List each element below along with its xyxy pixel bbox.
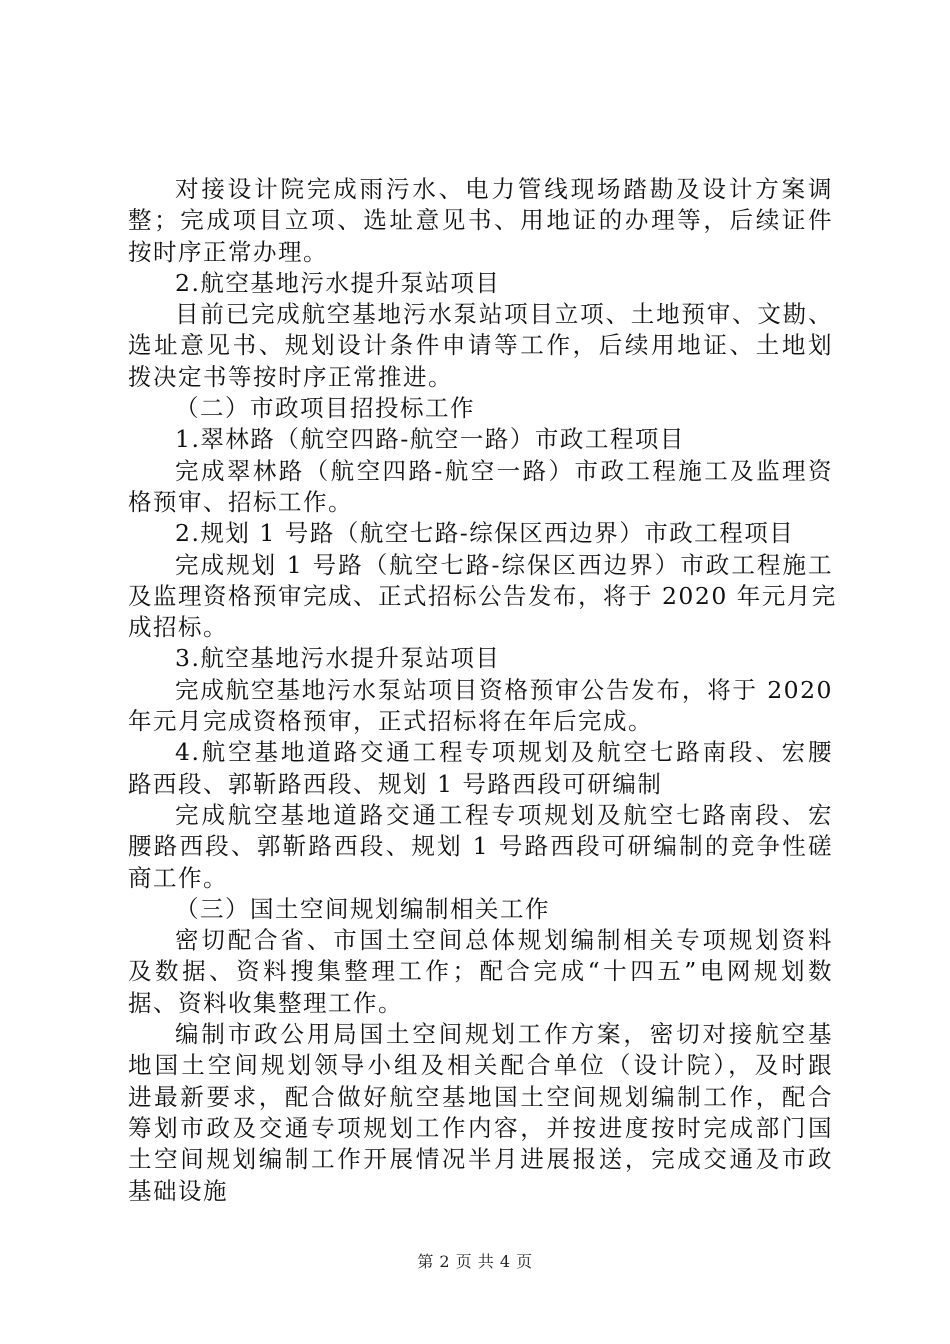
text-line: 密切配合省、市国土空间总体规划编制相关专项规划资料	[175, 926, 833, 955]
text-line: 及监理资格预审完成、正式招标公告发布，将于 2020 年元月完	[128, 581, 837, 610]
text-line: （三）国土空间规划编制相关工作	[175, 894, 550, 923]
text-line: 4.航空基地道路交通工程专项规划及航空七路南段、宏腰	[175, 738, 833, 767]
text-line: 土空间规划编制工作开展情况半月进展报送，完成交通及市政	[128, 1145, 833, 1174]
text-line: 完成航空基地道路交通工程专项规划及航空七路南段、宏	[175, 800, 833, 829]
text-line: 完成航空基地污水泵站项目资格预审公告发布，将于 2020	[175, 675, 833, 704]
text-line: 完成规划 1 号路（航空七路-综保区西边界）市政工程施工	[175, 550, 833, 579]
text-line: 商工作。	[128, 863, 228, 892]
text-line: 2.航空基地污水提升泵站项目	[175, 268, 501, 297]
text-line: 格预审、招标工作。	[128, 487, 353, 516]
text-line: 地国土空间规划领导小组及相关配合单位（设计院），及时跟	[128, 1051, 833, 1080]
text-line: 拨决定书等按时序正常推进。	[128, 362, 453, 391]
text-line: 成招标。	[128, 613, 228, 642]
text-line: 进最新要求，配合做好航空基地国土空间规划编制工作，配合	[128, 1082, 833, 1111]
text-line: 按时序正常办理。	[128, 237, 328, 266]
text-line: 目前已完成航空基地污水泵站项目立项、土地预审、文勘、	[175, 300, 833, 329]
text-line: 及数据、资料搜集整理工作；配合完成“十四五”电网规划数	[128, 957, 833, 986]
text-line: 路西段、郭靳路西段、规划 1 号路西段可研编制	[128, 769, 663, 798]
text-line: （二）市政项目招投标工作	[175, 394, 475, 423]
document-body	[128, 174, 837, 1207]
text-line: 基础设施	[128, 1176, 228, 1205]
text-line: 2.规划 1 号路（航空七路-综保区西边界）市政工程项目	[175, 519, 795, 548]
text-line: 年元月完成资格预审，正式招标将在年后完成。	[128, 707, 653, 736]
text-line: 3.航空基地污水提升泵站项目	[175, 644, 501, 673]
text-line: 筹划市政及交通专项规划工作内容，并按进度按时完成部门国	[128, 1113, 833, 1142]
text-line: 完成翠林路（航空四路-航空一路）市政工程施工及监理资	[175, 456, 833, 485]
page-footer: 第 2 页 共 4 页	[417, 1252, 533, 1271]
text-line: 对接设计院完成雨污水、电力管线现场踏勘及设计方案调	[175, 175, 833, 203]
text-line: 编制市政公用局国土空间规划工作方案，密切对接航空基	[175, 1020, 833, 1049]
text-line: 据、资料收集整理工作。	[128, 988, 403, 1017]
text-line: 腰路西段、郭靳路西段、规划 1 号路西段可研编制的竞争性磋	[128, 832, 833, 861]
text-line: 选址意见书、规划设计条件申请等工作，后续用地证、土地划	[128, 331, 833, 360]
text-line: 1.翠林路（航空四路-航空一路）市政工程项目	[175, 425, 685, 454]
text-line: 整；完成项目立项、选址意见书、用地证的办理等，后续证件	[128, 206, 833, 235]
